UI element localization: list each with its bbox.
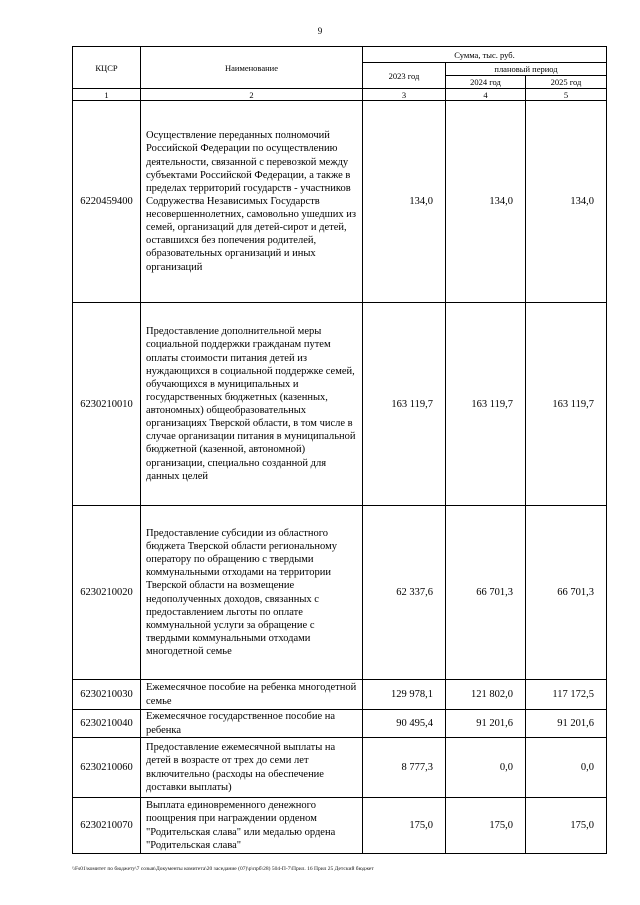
row-name: Предоставление дополнительной меры социальной поддержки гражданам путем оплаты стоимости питания детей из нуждающихся в социальной поддержке семей, обучающихся в муниципальных и государственных бюджетных (казенных, автономных) общеобразовательных организациях Тверской области, в том числе в случае организации питания в муниципальной бюджетной (казенной, автономной) организации, специально созданной для данных целей bbox=[141, 303, 363, 506]
kcsr-code: 6220459400 bbox=[73, 101, 141, 303]
value-2023: 8 777,3 bbox=[363, 738, 446, 798]
kcsr-code: 6230210060 bbox=[73, 738, 141, 798]
header-2025: 2025 год bbox=[526, 76, 607, 89]
value-2023: 134,0 bbox=[363, 101, 446, 303]
column-number: 3 bbox=[363, 89, 446, 101]
value-2025: 134,0 bbox=[526, 101, 607, 303]
row-name: Осуществление переданных полномочий Российской Федерации по осуществлению деятельности, связанной с перевозкой между субъектами Российской Федерации, а также в пределах территорий государств - участников Содружества Независимых Государств несовершеннолетних, самовольно ушедших из семей, организаций для детей-сирот и детей, оставшихся без попечения родителей, образовательных организаций и иных организаций bbox=[141, 101, 363, 303]
header-2024: 2024 год bbox=[446, 76, 526, 89]
value-2023: 163 119,7 bbox=[363, 303, 446, 506]
header-kcsr: КЦСР bbox=[73, 47, 141, 89]
value-2025: 175,0 bbox=[526, 798, 607, 854]
column-number: 5 bbox=[526, 89, 607, 101]
table-row bbox=[73, 680, 607, 710]
table-row bbox=[73, 303, 607, 506]
row-name: Ежемесячное государственное пособие на ребенка bbox=[141, 710, 363, 738]
value-2025: 91 201,6 bbox=[526, 710, 607, 738]
kcsr-code: 6230210020 bbox=[73, 506, 141, 680]
kcsr-code: 6230210040 bbox=[73, 710, 141, 738]
value-2025: 66 701,3 bbox=[526, 506, 607, 680]
header-sum: Сумма, тыс. руб. bbox=[363, 47, 607, 63]
header-2023: 2023 год bbox=[363, 63, 446, 89]
row-name: Предоставление субсидии из областного бюджета Тверской области региональному оператору по обращению с твердыми коммунальными отходами на территории Тверской области на возмещение недополученных доходов, связанных с предоставлением льготы по оплате коммунальной услуги за обращение с твердыми коммунальными отходами многодетной семье bbox=[141, 506, 363, 680]
value-2024: 91 201,6 bbox=[446, 710, 526, 738]
value-2023: 129 978,1 bbox=[363, 680, 446, 710]
table-row bbox=[73, 798, 607, 854]
value-2024: 121 802,0 bbox=[446, 680, 526, 710]
table-row bbox=[73, 506, 607, 680]
table-row bbox=[73, 738, 607, 798]
value-2025: 163 119,7 bbox=[526, 303, 607, 506]
table-row bbox=[73, 710, 607, 738]
table-row bbox=[73, 101, 607, 303]
column-number: 4 bbox=[446, 89, 526, 101]
value-2024: 163 119,7 bbox=[446, 303, 526, 506]
page-number: 9 bbox=[317, 26, 323, 36]
value-2023: 62 337,6 bbox=[363, 506, 446, 680]
value-2024: 134,0 bbox=[446, 101, 526, 303]
column-numbers-row bbox=[73, 89, 607, 101]
column-number: 1 bbox=[73, 89, 141, 101]
row-name: Выплата единовременного денежного поощрения при награждении орденом "Родительская слава" или медалью ордена "Родительская слава" bbox=[141, 798, 363, 854]
value-2025: 117 172,5 bbox=[526, 680, 607, 710]
row-name: Предоставление ежемесячной выплаты на детей в возрасте от трех до семи лет включительно (расходы на обеспечение доставки выплаты) bbox=[141, 738, 363, 798]
kcsr-code: 6230210030 bbox=[73, 680, 141, 710]
value-2024: 175,0 bbox=[446, 798, 526, 854]
value-2024: 0,0 bbox=[446, 738, 526, 798]
column-number: 2 bbox=[141, 89, 363, 101]
row-name: Ежемесячное пособие на ребенка многодетной семье bbox=[141, 680, 363, 710]
header-planned-period: плановый период bbox=[446, 63, 607, 76]
file-path-footer: \\Fs01\комитет по бюджету\7 созыв\Документы комитета\20 заседание (07)\р\прб\28) 504-П-7\Прил. 16 Прил 25 Детский бюджет bbox=[72, 866, 374, 872]
value-2023: 90 495,4 bbox=[363, 710, 446, 738]
value-2025: 0,0 bbox=[526, 738, 607, 798]
budget-table bbox=[72, 46, 607, 854]
value-2024: 66 701,3 bbox=[446, 506, 526, 680]
header-name: Наименование bbox=[141, 47, 363, 89]
value-2023: 175,0 bbox=[363, 798, 446, 854]
kcsr-code: 6230210010 bbox=[73, 303, 141, 506]
kcsr-code: 6230210070 bbox=[73, 798, 141, 854]
